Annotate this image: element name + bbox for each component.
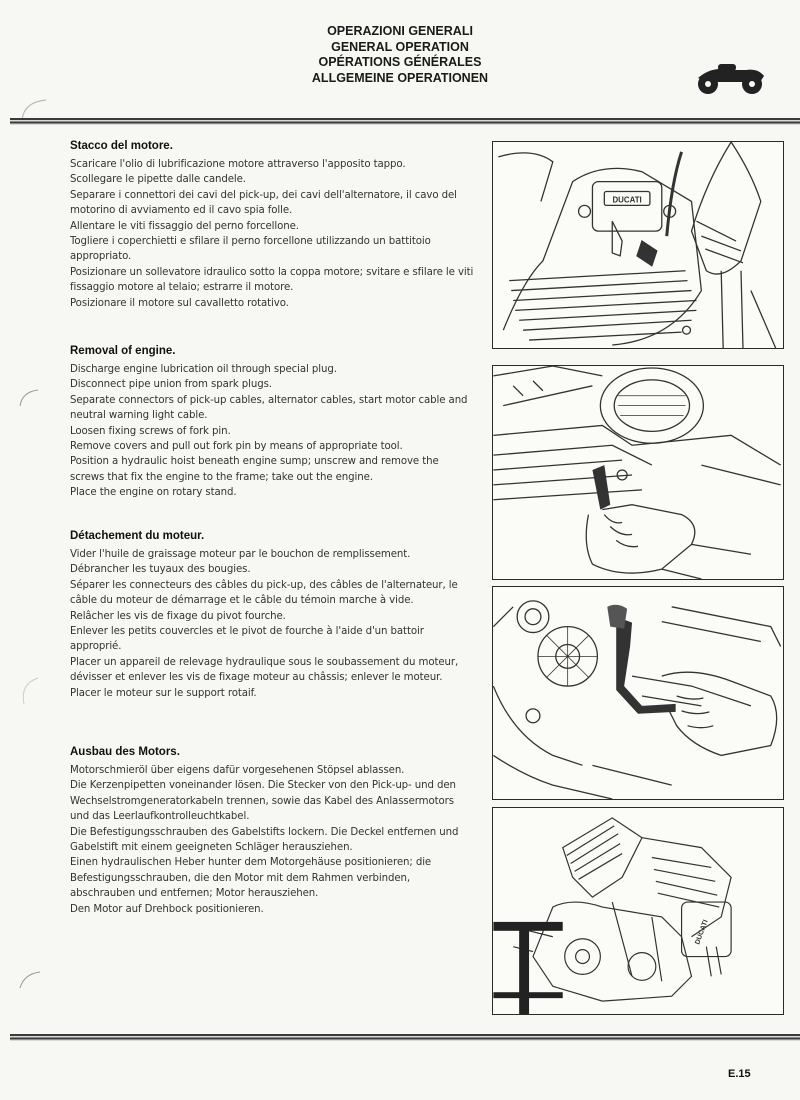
- engine-stand-illustration: [493, 808, 783, 1014]
- section-line: Remove covers and pull out fork pin by means of appropriate tool.: [70, 441, 403, 453]
- title-english: GENERAL OPERATION: [331, 39, 469, 54]
- section-line: Allentare le viti fissaggio del perno forcellone.: [70, 220, 299, 232]
- section-line: Séparer les connecteurs des câbles du pick-up, des câbles de l'alternateur, le câble du moteur de démarrage et le câble du témoin marche à vide.: [70, 579, 458, 607]
- footer-rule: [10, 1034, 800, 1041]
- section-line: Separare i connettori dei cavi del pick-up, dei cavi dell'alternatore, il cavo del motorino di avviamento ed il cavo spia folle.: [70, 189, 457, 217]
- fork-pin-illustration: [493, 587, 783, 799]
- section-line: Scollegare le pipette dalle candele.: [70, 174, 246, 186]
- section-line: Position a hydraulic hoist beneath engine sump; unscrew and remove the screws that fix the engine to the frame; take out the engine.: [70, 456, 439, 483]
- figure-engine-cover: [492, 365, 784, 580]
- motorcycle-icon: [688, 62, 770, 101]
- section-german: [70, 746, 475, 917]
- section-heading: Stacco del motore.: [70, 140, 173, 152]
- section-heading: Détachement du moteur.: [70, 530, 205, 542]
- section-line: Die Befestigungsschrauben des Gabelstifts lockern. Die Deckel entfernen und Gabelstift mit einem geeigneten Schläger herausziehen.: [70, 826, 459, 854]
- section-line: Relâcher les vis de fixage du pivot fourche.: [70, 610, 286, 622]
- section-line: Posizionare il motore sul cavalletto rotativo.: [70, 297, 289, 309]
- title-german: ALLGEMEINE OPERATIONEN: [311, 70, 489, 85]
- page-header: [0, 24, 800, 86]
- section-english: [70, 345, 475, 501]
- title-italian: OPERAZIONI GENERALI: [327, 24, 473, 38]
- section-line: Scaricare l'olio di lubrificazione motore attraverso l'apposito tappo.: [70, 159, 406, 170]
- section-line: Discharge engine lubrication oil through special plug.: [70, 364, 337, 375]
- page-number: E.15: [728, 1068, 751, 1080]
- section-line: Place the engine on rotary stand.: [70, 487, 237, 499]
- section-line: Den Motor auf Drehbock positionieren.: [70, 903, 264, 915]
- section-line: Motorschmieröl über eigens dafür vorgesehenen Stöpsel ablassen.: [70, 765, 405, 776]
- figure-engine-stand: [492, 807, 784, 1015]
- section-line: Loosen fixing screws of fork pin.: [70, 425, 231, 437]
- section-heading: Removal of engine.: [70, 345, 176, 357]
- margin-mark: [18, 970, 42, 990]
- section-line: Placer le moteur sur le support rotaif.: [70, 687, 257, 699]
- title-french: OPÉRATIONS GÉNÉRALES: [318, 55, 482, 69]
- figure-cylinder-head: [492, 141, 784, 349]
- section-italian: [70, 140, 475, 311]
- section-line: Die Kerzenpipetten voneinander lösen. Die Stecker von den Pick-up- und den Wechselstromgeneratorkabeln trennen, sowie das Kabel des Anlassermotors und das Leerlaufkontrolleuchtkabel.: [70, 780, 456, 823]
- cylinder-head-illustration: [493, 142, 783, 348]
- brand-label: DUCATI: [612, 195, 642, 205]
- section-line: Placer un appareil de relevage hydraulique sous le soubassement du moteur, dévisser et enlever les vis de fixage moteur au châssis; enlever le moteur.: [70, 656, 459, 684]
- section-line: Separate connectors of pick-up cables, alternator cables, start motor cable and neutral warning light cable.: [70, 394, 468, 422]
- section-line: Débrancher les tuyaux des bougies.: [70, 564, 251, 576]
- section-heading: Ausbau des Motors.: [70, 746, 180, 758]
- margin-mark: [18, 676, 42, 706]
- brand-label: DUCATI: [694, 919, 710, 946]
- section-line: Einen hydraulischen Heber hunter dem Motorgehäuse positionieren; die Befestigungsschrauben, die den Motor mit dem Rahmen verbinden, abschrauben und entfernen; Motor herausziehen.: [70, 857, 432, 900]
- section-line: Vider l'huile de graissage moteur par le bouchon de remplissement.: [70, 549, 411, 560]
- header-rule: [10, 118, 800, 125]
- section-line: Togliere i coperchietti e sfilare il perno forcellone utilizzando un battitoio appropriato.: [70, 236, 431, 263]
- section-french: [70, 530, 475, 701]
- margin-mark: [18, 388, 42, 408]
- section-line: Posizionare un sollevatore idraulico sotto la coppa motore; svitare e sfilare le viti fissaggio motore al telaio; estrarre il motore.: [70, 266, 474, 294]
- section-line: Enlever les petits couvercles et le pivot de fourche à l'aide d'un battoir approprié.: [70, 626, 424, 653]
- figure-fork-pin: [492, 586, 784, 800]
- engine-cover-illustration: [493, 366, 783, 579]
- section-line: Disconnect pipe union from spark plugs.: [70, 379, 272, 391]
